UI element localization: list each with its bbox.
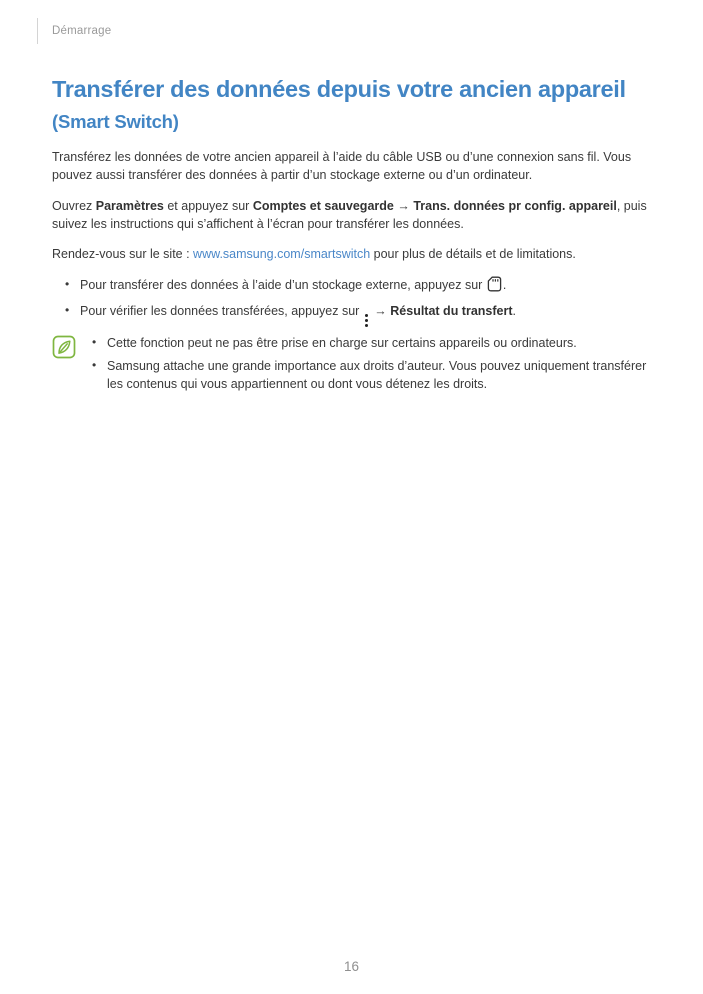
- note-box: [52, 334, 653, 398]
- note-item: • Samsung attache une grande importance aux droits d’auteur. Vous pouvez uniquement transférer les contenus qui vous appartiennent ou dont vous détenez les droits.: [90, 357, 653, 393]
- instruction-list: [52, 276, 653, 327]
- arrow-separator: →: [370, 303, 391, 318]
- text-segment: .: [502, 277, 507, 292]
- list-item: [52, 302, 653, 327]
- settings-path-paragraph: [52, 197, 653, 233]
- text-segment: , puis suivez les instructions qui s’affichent à l’écran pour transférer les données.: [52, 198, 647, 231]
- note-list: [90, 334, 653, 398]
- settings-label: Paramètres: [95, 198, 164, 213]
- page-content: [0, 0, 703, 398]
- text-segment: et appuyez sur: [163, 198, 253, 213]
- accounts-backup-label: Comptes et sauvegarde: [252, 198, 394, 213]
- intro-paragraph: Transférez les données de votre ancien appareil à l’aide du câble USB ou d’une connexion sans fil. Vous pouvez aussi transférer des données à partir d’un stockage externe ou d’un ordinateur.: [52, 150, 632, 182]
- arrow-separator: →: [393, 198, 414, 213]
- page-title: Transférer des données depuis votre ancien appareil: [52, 76, 626, 102]
- text-segment: Pour vérifier les données transférées, appuyez sur: [80, 303, 360, 318]
- sd-card-icon: [487, 276, 502, 297]
- text-segment: Ouvrez: [52, 198, 96, 213]
- kebab-menu-icon: [365, 314, 368, 327]
- transfer-data-label: Trans. données pr config. appareil: [413, 198, 617, 213]
- page-number: 16: [343, 959, 360, 974]
- breadcrumb: [52, 18, 653, 44]
- chapter-kicker: Démarrage: [37, 18, 111, 44]
- text-segment: Rendez-vous sur le site :: [52, 247, 194, 261]
- page-subtitle: (Smart Switch): [52, 111, 179, 132]
- text-segment: Pour transférer des données à l’aide d’un stockage externe, appuyez sur: [80, 277, 483, 292]
- note-item: • Cette fonction peut ne pas être prise en charge sur certains appareils ou ordinateurs.: [90, 334, 653, 352]
- list-item: [52, 276, 653, 297]
- text-segment: pour plus de détails et de limitations.: [370, 247, 576, 261]
- text-segment: .: [512, 303, 516, 318]
- transfer-result-label: Résultat du transfert: [390, 303, 513, 318]
- smartswitch-link[interactable]: www.samsung.com/smartswitch: [193, 247, 371, 261]
- note-leaf-icon: [52, 335, 77, 398]
- website-paragraph: [52, 245, 653, 263]
